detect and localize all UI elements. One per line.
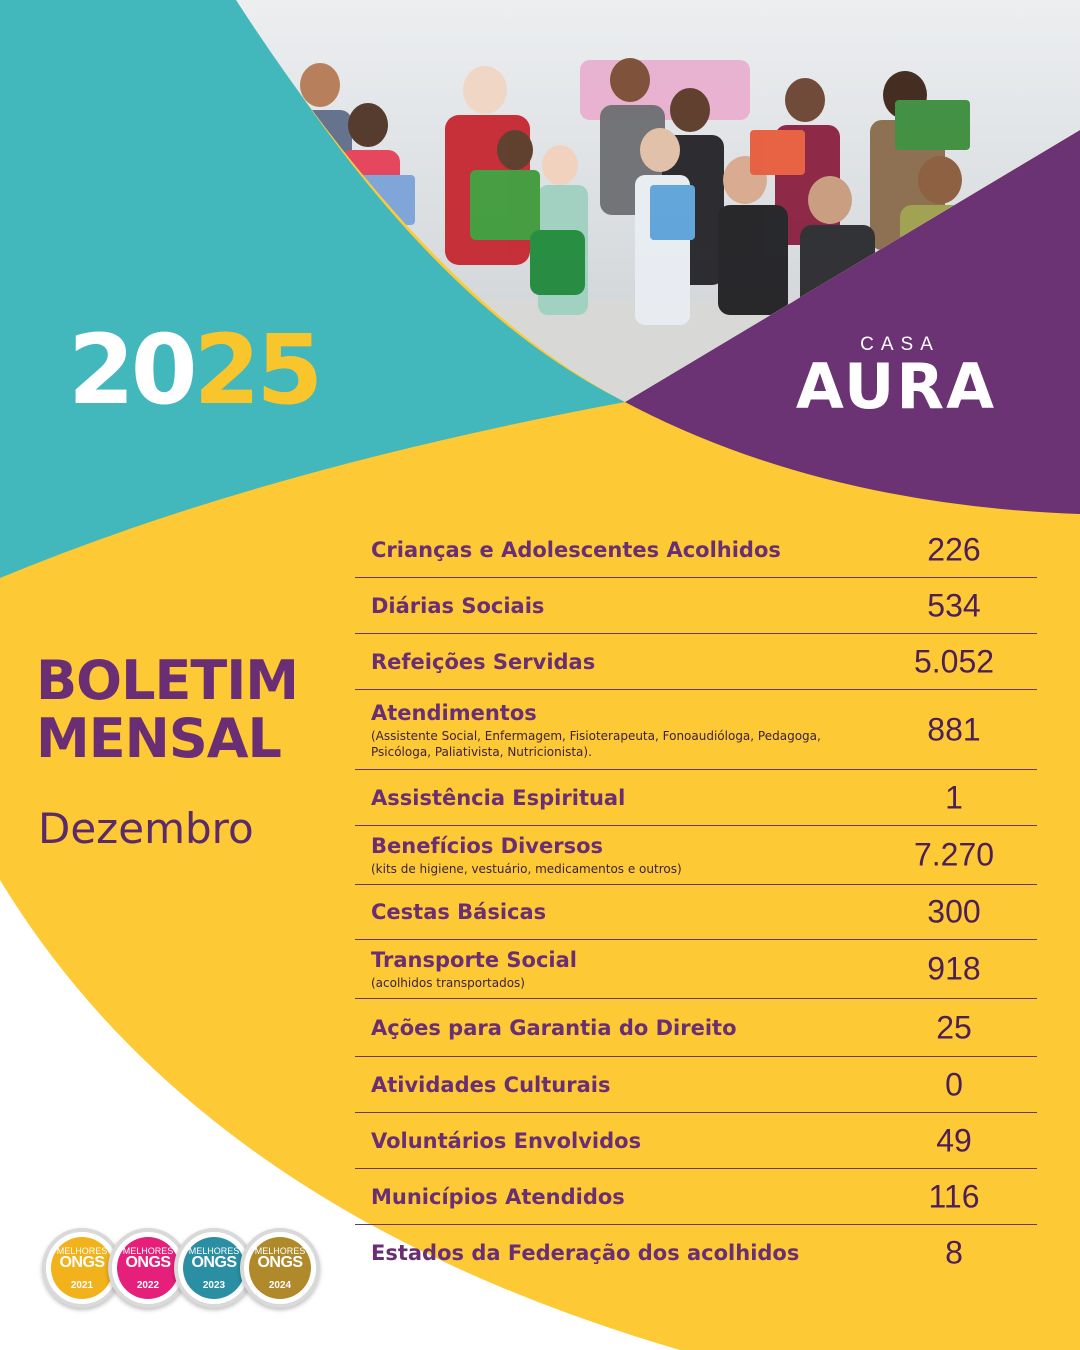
stat-value: 0: [945, 1066, 963, 1102]
stat-value: 25: [936, 1009, 972, 1045]
award-badge-top: MELHORES: [56, 1246, 108, 1256]
stat-row: [355, 940, 1037, 999]
stat-label: Atendimentos: [371, 700, 537, 725]
logo-casa-text: CASA: [860, 334, 940, 355]
award-badge-mid: ONGS: [191, 1254, 237, 1271]
year-part-white: 20: [68, 314, 194, 426]
logo-aura-text: AURA: [795, 350, 997, 423]
stat-label: Crianças e Adolescentes Acolhidos: [371, 537, 781, 562]
stat-label: Diárias Sociais: [371, 593, 545, 618]
stat-sublabel: (Assistente Social, Enfermagem, Fisioterapeuta, Fonoaudióloga, Pedagoga, Psicóloga, Paliativista, Nutricionista).: [371, 728, 821, 759]
stats-table: [355, 522, 1037, 1281]
stat-label: Assistência Espiritual: [371, 785, 626, 810]
award-badge-top: MELHORES: [122, 1246, 174, 1256]
award-badge-year: 2023: [202, 1280, 226, 1291]
stat-row: [355, 770, 1037, 826]
year-heading: [68, 314, 320, 426]
page-title: [36, 649, 299, 770]
award-badge-top: MELHORES: [254, 1246, 306, 1256]
stat-label: Ações para Garantia do Direito: [371, 1015, 737, 1040]
award-badge-mid: ONGS: [257, 1254, 303, 1271]
award-badge-mid: ONGS: [125, 1254, 171, 1271]
stat-label: Municípios Atendidos: [371, 1184, 625, 1209]
stat-value: 7.270: [913, 836, 995, 873]
stat-row: [355, 634, 1037, 690]
stat-value: 534: [927, 587, 981, 623]
title-line-1: BOLETIM: [36, 649, 299, 712]
award-badge: [240, 1228, 320, 1308]
award-badge-mid: ONGS: [59, 1254, 105, 1271]
stat-value: 300: [927, 893, 981, 930]
stat-value: 116: [928, 1178, 980, 1214]
stat-row: [355, 999, 1037, 1057]
stat-label: Estados da Federação dos acolhidos: [371, 1241, 800, 1265]
stat-row: [355, 1113, 1037, 1169]
stat-label: Atividades Culturais: [371, 1072, 611, 1097]
stat-value: 226: [927, 531, 981, 567]
stat-label: Cestas Básicas: [371, 900, 547, 924]
month-label: Dezembro: [38, 804, 254, 853]
award-badge-year: 2022: [136, 1280, 160, 1291]
title-line-2: MENSAL: [36, 707, 281, 770]
stat-label: Benefícios Diversos: [371, 834, 604, 858]
stat-row: [355, 826, 1037, 885]
stat-label: Refeições Servidas: [371, 649, 596, 674]
stat-value: 8: [945, 1234, 963, 1271]
stat-value: 5.052: [913, 643, 995, 679]
stat-row: [355, 690, 1037, 770]
award-badge-year: 2021: [70, 1280, 94, 1291]
stat-row: [355, 1225, 1037, 1281]
stat-value: 1: [945, 779, 963, 815]
year-part-yellow: 25: [193, 314, 320, 426]
stat-row: [355, 885, 1037, 940]
stat-value: 918: [927, 950, 981, 987]
award-badge-top: MELHORES: [188, 1246, 240, 1256]
stat-row: [355, 578, 1037, 634]
stat-sublabel: (acolhidos transportados): [371, 976, 525, 990]
award-badges: [42, 1228, 322, 1312]
award-badge-year: 2024: [268, 1280, 292, 1291]
stat-label: Transporte Social: [371, 948, 577, 972]
stat-sublabel: (kits de higiene, vestuário, medicamentos e outros): [371, 862, 682, 876]
stat-value: 49: [936, 1122, 972, 1158]
casa-aura-logo: [776, 334, 1016, 423]
stat-label: Voluntários Envolvidos: [371, 1128, 642, 1153]
stat-row: [355, 522, 1037, 578]
stat-row: [355, 1057, 1037, 1113]
stat-value: 881: [927, 711, 981, 747]
stat-row: [355, 1169, 1037, 1225]
